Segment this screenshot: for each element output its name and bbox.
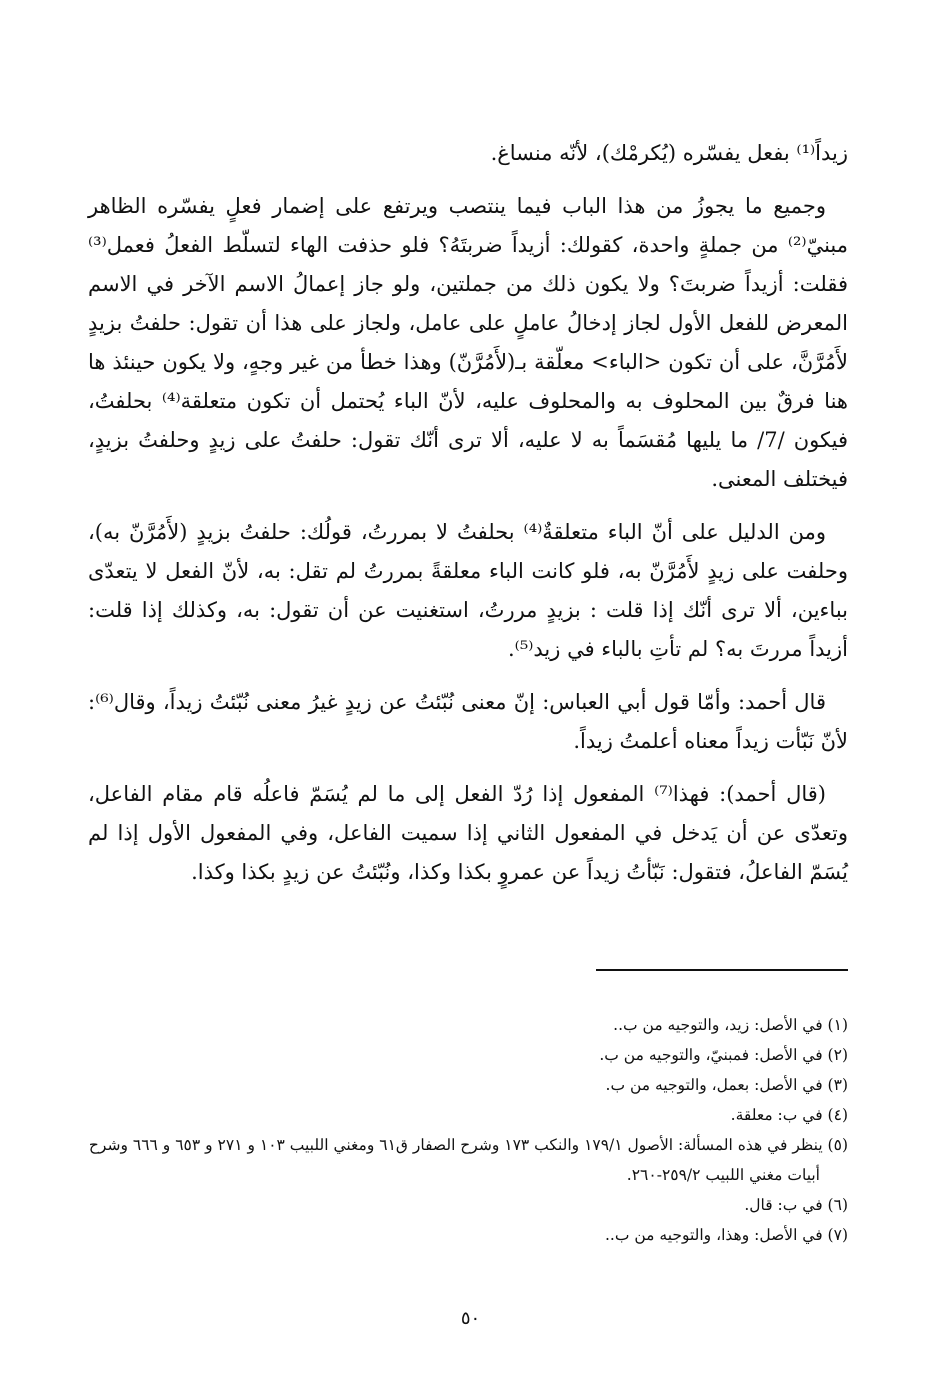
footnote: (٢) في الأصل: فمبنيّ، والتوجيه من ب. [599, 1046, 848, 1064]
footnote: (٤) في ب: معلقة. [730, 1106, 848, 1124]
footnote: (٧) في الأصل: وهذا، والتوجيه من ب.. [604, 1226, 848, 1244]
footnote: (٣) في الأصل: بعمل، والتوجيه من ب. [605, 1076, 848, 1094]
footnote: (١) في الأصل: زيد، والتوجيه من ب.. [613, 1016, 848, 1034]
footnote-divider [596, 969, 848, 971]
main-text [88, 134, 848, 906]
footnote: (٦) في ب: قال. [744, 1196, 848, 1214]
page-number: ٥٠ [460, 1308, 481, 1329]
paragraph: قال أحمد: وأمّا قول أبي العباس: إنّ معنى نُبّئتُ عن زيدٍ غيرُ معنى نُبّئتُ زيداً، وقال⁽⁶⁾: لأنّ نَبّأت زيداً معناه أعلمتُ زيداً. [88, 690, 848, 753]
footnote: (٥) ينظر في هذه المسألة: الأصول ١٧٩/١ والنكب ١٧٣ وشرح الصفار ق٦١ ومغني اللبيب ١٠٣ و ٢٧١ و ٦٥٣ و ٦٦٦ وشرح أبيات مغني اللبيب ٢٥٩/٢-٢٦٠. [88, 1136, 848, 1184]
footnotes [88, 1010, 848, 1250]
paragraph: وجميع ما يجوزُ من هذا الباب فيما ينتصب ويرتفع على إضمار فعلٍ يفسّره الظاهر مبنيّ⁽²⁾ من جملةٍ واحدة، كقولك: أزيداً ضربتَهُ؟ فلو حذفت الهاء لتسلّط الفعلُ فعمل⁽³⁾ فقلت: أزيداً ضربتَ؟ ولا يكون ذلك من جملتين، ولو جاز إعمالُ الاسم الآخر في الاسم المعرض للفعل الأول لجاز إدخالُ عاملٍ على عامل، ولجاز على هذا أن تقول: حلفتُ بزيدٍ لأَمُرَّنَّ، على أن تكون <الباء> معلّقة بـ(لأَمُرَّنّ) وهذا خطأ من غير وجهٍ، ولا يكون حينئذ ها هنا فرقٌ بين المحلوف به والمحلوف عليه، لأنّ الباء يُحتمل أن تكون متعلقة⁽⁴⁾ بحلفتُ، فيكون /7/ ما يليها مُقسَماً به لا عليه، ألا ترى أنّك تقول: حلفتُ على زيدٍ وحلفتُ بزيدٍ، فيختلف المعنى. [88, 194, 848, 491]
paragraph: زيداً⁽¹⁾ بفعل يفسّره (يُكرمْك)، لأنّه منساغ. [490, 141, 848, 165]
paragraph: ومن الدليل على أنّ الباء متعلقةٌ⁽⁴⁾ بحلفتُ لا بمررتُ، قولُك: حلفتُ بزيدٍ (لأَمُرَّنّ به)، وحلفت على زيدٍ لأَمُرَّنّ به، فلو كانت الباء معلقةً بمررتُ لم تقل: به، لأنّ الفعل لا يتعدّى بباءين، ألا ترى أنّك إذا قلت : بزيدٍ مررتُ، استغنيت عن أن تقول: به، وكذلك إذا قلت: أزيداً مررتَ به؟ لم تأتِ بالباء في زيد⁽⁵⁾. [88, 520, 848, 661]
paragraph: (قال أحمد): فهذا⁽⁷⁾ المفعول إذا رُدّ الفعل إلى ما لم يُسَمّ فاعلُه قام مقام الفاعل، وتعدّى عن أن يَدخل في المفعول الثاني إذا سميت الفاعل، وفي المفعول الأول إذا لم يُسَمّ الفاعلُ، فتقول: نَبّأتُ زيداً عن عمروٍ بكذا وكذا، ونُبّئتُ عن زيدٍ بكذا وكذا. [88, 782, 848, 884]
